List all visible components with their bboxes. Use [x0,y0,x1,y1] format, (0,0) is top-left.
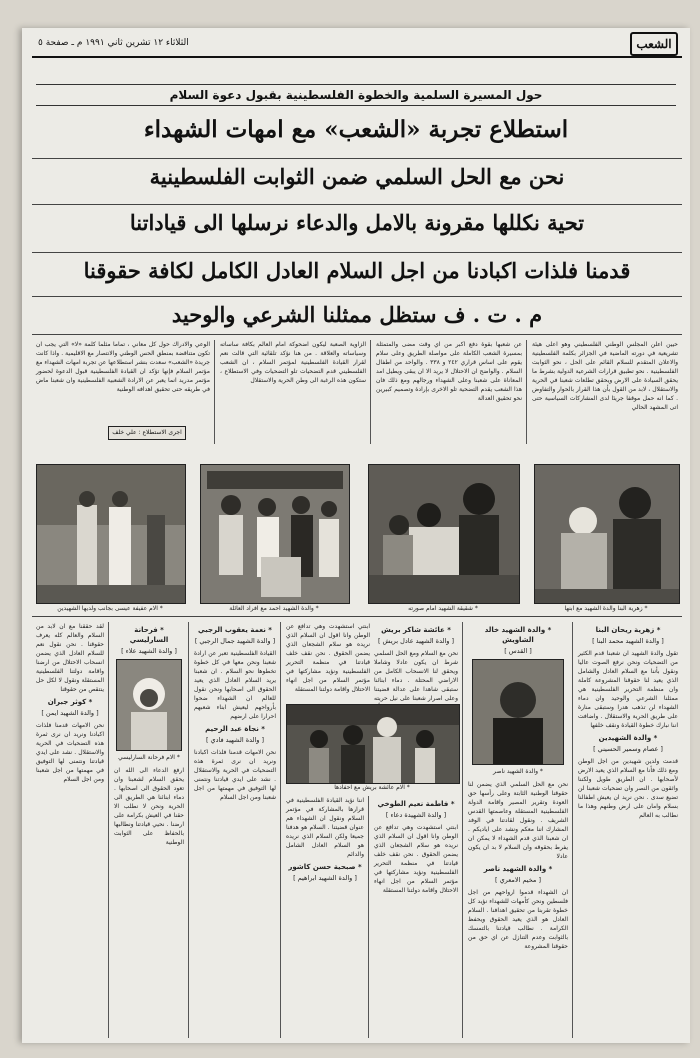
banner-headline-4: م . ت . ف ستظل ممثلنا الشرعي والوحيد [32,296,682,333]
interview-heading: * صبحية حسن كاشور [288,863,362,871]
interview-heading: * فاطمة نعيم الطوخي [377,800,455,808]
interview-text: القيادة الفلسطينية تعبر عن ارادة شعبنا ونحن معها في كل خطوة تخطوها نحو السلام . ان شعبنا يريد السلام العادل الذي يعيد الحقوق الى اصحابها ونحن نقول للعالم ان الشهداء ضحوا بأرواحهم ليعيش ابناء شعبهم احرارا على ارضهم [194,650,276,720]
interview-column-3-top [374,622,458,700]
photo-image [117,660,181,750]
interview-heading: * عائشة شاكر بريش [381,626,451,634]
interview-subheading: [ والدة الشهيد فادي ] [205,736,265,744]
photo-mother-with-son [534,464,680,604]
newspaper-page [22,28,690,1043]
interview-text: قدمت ولدين شهيدين من اجل الوطن ومع ذلك فأنا مع السلام الذي يعيد الارض لأصحابها . ان الطريق طويل ولكننا واثقون من النصر وان تضحيات شعبنا لن تضيع سدى . نحن نريد ان يعيش اطفالنا بسلام وامان على ارض وطنهم وهذا ما نطالب به العالم [578,758,678,819]
interview-text: نحن الامهات قدمنا فلذات اكبادنا ونريد ان نرى ثمرة هذه التضحيات في الحرية والاستقلال . نشد على ايدي قيادتنا ونتمنى لها التوفيق في مهمتها من اجل شعبنا ومن اجل السلام [36,722,104,783]
interview-heading: * كوثر جبران [47,698,93,706]
interview-column-5 [194,622,276,1038]
photo-image [535,465,679,603]
interview-text: ارفع الدعاء الى الله ان يحقق السلام لشعبنا وان تعود الحقوق الى اصحابها . دماء ابنائنا هي الطريق الى الحرية ونحن لا نطلب الا حقنا في العيش بكرامة على ارضنا . نحيي قيادتنا ونطالبها بالحفاظ على الثوابت الوطنية [114,767,184,846]
column-rule [188,622,189,1038]
inset-photo-elderly-mother [472,659,564,765]
interview-subheading: [ والدة الشهيد عادل بريش ] [377,637,455,645]
photo-image [473,660,563,764]
photo-image [369,465,519,603]
newspaper-logo: الشعب [630,32,678,56]
inset-caption: * الام فرحانة السارليسي [118,754,180,761]
interview-text: لقد حققنا مع ان لابد من السلام والعالم كله يعرف حقوقنا . نحن نقول نعم للسلام العادل الذي يضمن انسحاب الاحتلال من ارضنا واقامة دولتنا الفلسطينية المستقلة ونقول لا لكل حل ينتقص من حقوقنا [36,623,104,693]
interview-subheading: [ والدة الشهيد ابراهيم ] [293,874,357,882]
interview-column-6 [114,622,184,1038]
column-rule [462,622,463,1038]
photo-caption-1: * الام عفيفة عيسى بجانب ولديها الشهيدين [57,605,163,612]
interview-heading: * نعمة يعقوب الرجبي [198,626,272,634]
interview-text: نحن مع السلام ومع الحل السلمي شرط ان يكون عادلا وشاملا ويحقق لنا الانسحاب الكامل من الاراضي المحتلة . دماء ابنائنا ستبقى شاهدا على عدالة قضيتنا وعلى اصرار شعبنا على نيل حريته [374,650,458,702]
interview-subheading: [ والدة الشهيدة دعاء ] [385,811,447,819]
interview-text: نحن مع الحل السلمي الذي يضمن لنا حقوقنا الوطنية الثابتة وعلى رأسها حق العودة وتقرير المصير واقامة الدولة الفلسطينية المستقلة وعاصمتها القدس الشريف . ونقول لقادتنا في الوفد المشارك اننا معكم ونشد على اياديكم . ان شعبنا الذي قدم الشهداء لا يمكن ان يفرط بحقوقه وان السلام لا بد ان يكون عادلا [468,781,568,860]
banner-headline-1: نحن مع الحل السلمي ضمن الثوابت الفلسطينية [32,158,682,195]
photo-family-group [200,464,350,604]
interview-heading: * والدة الشهيدين [598,734,658,742]
interview-column-3-bottom [374,796,458,1038]
lead-column-3: الزاوية الصعبة ليكون اضحوكة امام العالم بكافة ساساته وسياساته والعلاقة . من هنا نؤكد تلقائية التي قالت نعم لقرار القيادة الفلسطينية لمؤتمر السلام ، ان الشعب الفلسطيني قدم التضحيات تلو التضحيات وفي الاستطلاع ، ستكون هذه الرغبة الى وطن الحرية والاستقلال [220,341,366,384]
lead-column-1: حيين اعلن المجلس الوطني الفلسطيني وهو اعلى هيئة تشريعية في دورته الماضية في الجزائر بكلمة الفلسطينية والاعلان المتقدم للسلام القائم على الحل ، نحو الثوابت الفلسطينية . نحو تطبيق قرارات الشرعية الدولية بشرط ما يحقق السيادة على الارض ويحقق تطلعات شعبنا في الحرية والاستقلال ، لابد من القول بأن هذا القرار بالحوار والتفاوض . كما انه حمل موقفا جريئا لدى المشاركات السياسية حتى اتى المشهد الحالي [532,341,678,411]
lead-column-4: الوعي والادراك حول كل معاني ، تماما مثلما كلمة «لا» التي يجب ان تكون متناقضة بمنطق الحس الوطني والانتصار مع الاقليمية . واذا كانت جريدة «الشعب» سعدت بنشر استطلاعها عن تجربة امهات الشهداء مع مؤتمر السلام فإنها تؤكد ان القيادة الفلسطينية قبول الدعوة لحضور مؤتمر مدريد انما يعبر عن الارادة الشعبية الفلسطينية وان شعبنا ماض في طريقه حتى تحقيق اهدافه الوطنية [36,341,210,393]
interview-column-2 [468,622,568,1038]
inset-photo-farhana [116,659,182,751]
interview-text: اننا نؤيد القيادة الفلسطينية في قرارها بالمشاركة في مؤتمر السلام ونقول ان الشهداء هم عنوان قضيتنا . السلام هو هدفنا جميعا ولكن السلام الذي نريده هو السلام العادل الشامل والدائم [286,797,364,858]
interview-heading: * نجاة عبد الرحيم [205,725,265,733]
column-rule [572,622,573,1038]
divider [32,616,682,617]
interview-column-1 [578,622,678,1038]
banner-headline-2: تحية نكللها مقرونة بالامل والدعاء نرسلها الى قياداتنا [32,204,682,241]
interview-text: ابنتي استشهدت وهي تدافع عن الوطن وانا اقول ان السلام الذي نريده هو سلام الشجعان الذي يضمن الحقوق . نحن نقف خلف قيادتنا في منظمة التحرير الفلسطينية ونؤيد مشاركتها في مؤتمر السلام من اجل انهاء الاحتلال واقامة دولتنا المستقلة [374,824,458,894]
photo-caption-3: * شقيقة الشهيد امام صورته [408,605,478,612]
column-rule [526,340,527,444]
interview-subheading: [ القدس ] [504,647,532,655]
interview-text: نحن الامهات قدمنا فلذات اكبادنا ونريد ان نرى ثمرة هذه التضحيات في الحرية والاستقلال . نشد على ايدي قيادتنا ونتمنى لها التوفيق في مهمتها من اجل شعبنا ومن اجل السلام [194,749,276,801]
interview-heading: * والدة الشهيد ناصر [483,865,553,873]
interview-subheading: [ والدة الشهيد جمال الرجبي ] [194,637,276,645]
photo-image [201,465,349,603]
inset-caption: * والدة الشهيد ناصر [493,768,543,775]
photo-image [37,465,185,603]
divider [32,334,682,335]
interview-column-7 [36,622,104,1038]
banner-headline-3: قدمنا فلذات اكبادنا من اجل السلام العادل الكامل لكافة حقوقنا [32,252,682,289]
interview-column-4-top [286,622,370,700]
column-rule [368,796,369,1038]
photo-image [287,705,459,783]
column-rule [280,622,281,1038]
kicker-headline: حول المسيرة السلمية والخطوة الفلسطينية بقبول دعوة السلام [36,84,676,106]
interview-heading: * زهرية ريحان البنا [595,626,661,634]
interview-text: ان الشهداء قدموا ارواحهم من اجل فلسطين ونحن كأمهات للشهداء نؤيد كل خطوة تقربنا من تحقيق اهدافنا . السلام العادل هو الذي يعيد الحقوق ويحفظ الكرامة . نطالب قيادتنا بالتمسك بالثوابت وعدم التنازل عن اي حق من حقوقنا المشروعة [468,889,568,950]
photo-mother-two-sons [36,464,186,604]
inset-caption: * الام عائشة بريش مع احفادها [334,784,410,791]
lead-column-2: عن شعبها بقوة دفع اكبر من اي وقت مضى والمتمثلة بمسيرة الشعب الكاملة على مواصلة الطريق وعلى سلام يقوم على اساس قراري ٢٤٢ و ٣٣٨ . والواحد من اطفال السلام . والواضح ان الاحتلال لا يريد الا ان يبقى ويطيل امد المعاناة على شعبنا وعلى الشهداء ورجالهم ومع ذلك فان هذا الشعب يقدم التضحية تلو الاخرى بإرادة وتصميم كبيرين نحو تحقيق العدالة [376,341,522,402]
photo-caption-2: * والدة الشهيد احمد مع افراد العائلة [229,605,319,612]
interview-column-4-bottom [286,796,364,1038]
interview-subheading: [ والدة الشهيد ايمن ] [41,709,99,717]
masthead [32,32,682,58]
interview-subheading: [ مخيم الامعري ] [494,876,542,884]
photo-caption-4: * زهرية البنا والدة الشهيد مع ابنها [564,605,648,612]
column-rule [108,622,109,1038]
interview-text: ابنتي استشهدت وهي تدافع عن الوطن وانا اقول ان السلام الذي نريده هو سلام الشجعان الذي يضمن الحقوق . نحن نقف خلف قيادتنا في منظمة التحرير الفلسطينية ونؤيد مشاركتها في مؤتمر السلام من اجل انهاء الاحتلال واقامة دولتنا المستقلة [286,623,370,693]
column-rule [370,340,371,444]
interview-subheading: [ والدة الشهيد علاء ] [121,647,177,655]
interview-heading: * والدة الشهيد خالد الشاويش [484,626,552,644]
reporter-credit: اجرى الاستطلاع : علي خلف [108,426,186,440]
interview-subheading: [ عصام وسمير الحسيني ] [593,745,663,753]
interview-heading: * فرحانة السارليسي [129,626,169,644]
dateline: الثلاثاء ١٢ تشرين ثاني ١٩٩١ م ـ صفحة ٥ [38,38,189,48]
main-headline: استطلاع تجربة «الشعب» مع امهات الشهداء [143,116,569,143]
column-rule [214,340,215,444]
photo-sister-with-portrait [368,464,520,604]
photo-mother-with-grandchildren [286,704,460,784]
interview-text: تقول والدة الشهيد ان شعبنا قدم الكثير من التضحيات ونحن نرفع الصوت عاليا ونقول بأننا مع السلام العادل والشامل الذي يعيد لنا حقوقنا المشروعة كاملة وان منظمة التحرير الفلسطينية هي ممثلنا الشرعي والوحيد وان دماء الشهداء لن تذهب هدرا وستبقى منارة على طريق الحرية والاستقلال . واضافت اننا نبارك خطوة القيادة ونقف خلفها [578,650,678,729]
interview-subheading: [ والدة الشهيد محمد البنا ] [592,637,664,645]
